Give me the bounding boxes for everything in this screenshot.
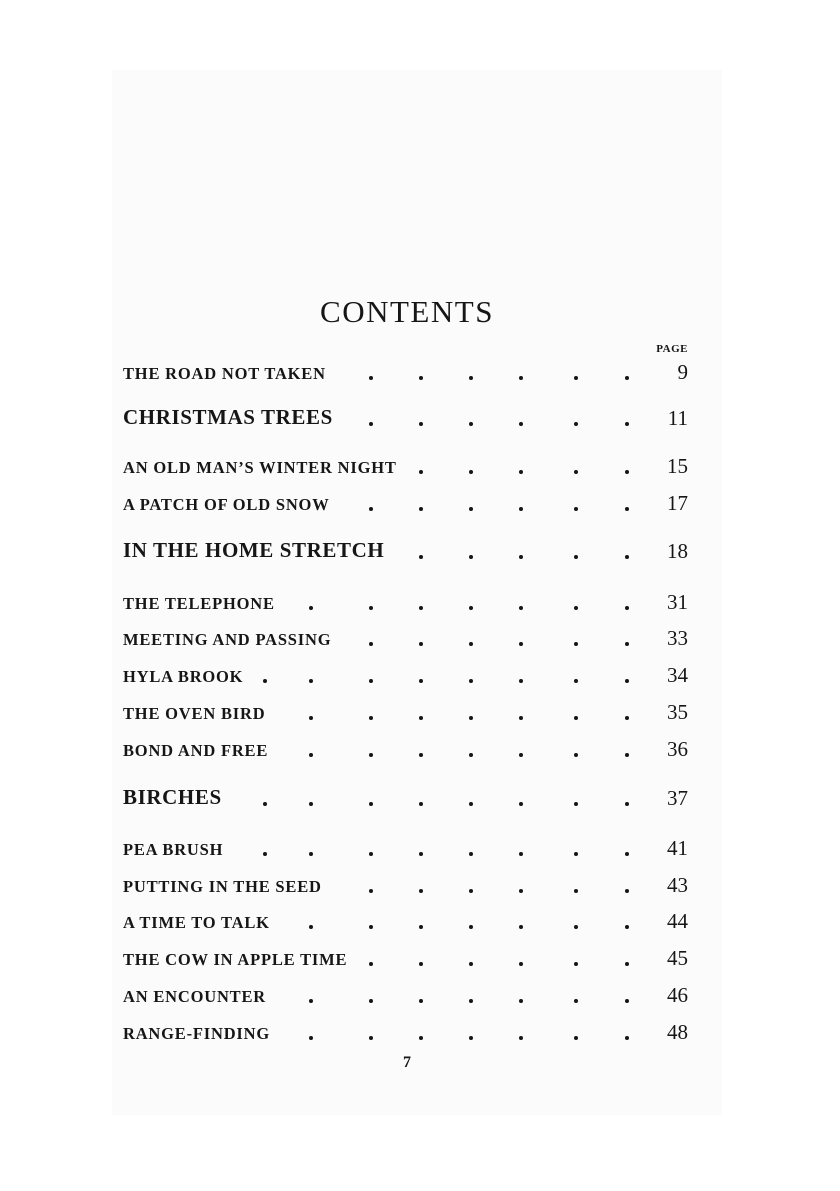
entry-page: 33 — [667, 626, 688, 650]
leader-dot — [309, 999, 313, 1003]
leader-dot — [369, 962, 373, 966]
leader-dot — [574, 802, 578, 806]
toc-entry — [123, 452, 688, 482]
toc-entry — [123, 784, 688, 814]
toc-entry — [123, 489, 688, 519]
leader-dot — [519, 422, 523, 426]
leader-dot — [574, 716, 578, 720]
leader-dot — [419, 642, 423, 646]
leader-dot — [574, 470, 578, 474]
leader-dot — [625, 716, 629, 720]
leader-dot — [625, 802, 629, 806]
leader-dot — [469, 999, 473, 1003]
leader-dot — [469, 852, 473, 856]
leader-dot — [574, 962, 578, 966]
toc-entry — [123, 404, 688, 434]
entry-page: 34 — [667, 663, 688, 687]
leader-dot — [369, 802, 373, 806]
leader-dot — [574, 889, 578, 893]
entry-title: BIRCHES — [123, 785, 222, 809]
leader-dot — [574, 555, 578, 559]
entry-title: CHRISTMAS TREES — [123, 405, 333, 429]
leader-dot — [469, 642, 473, 646]
leader-dot — [419, 376, 423, 380]
page-title: CONTENTS — [320, 294, 494, 329]
leader-dot — [263, 802, 267, 806]
leader-dot — [574, 925, 578, 929]
page-column-header: PAGE — [656, 343, 688, 355]
entry-page: 46 — [667, 983, 688, 1007]
leader-dot — [469, 679, 473, 683]
entry-title: THE OVEN BIRD — [123, 704, 266, 723]
leader-dot — [519, 852, 523, 856]
leader-dot — [263, 679, 267, 683]
leader-dot — [519, 507, 523, 511]
entry-page: 11 — [667, 406, 688, 430]
leader-dot — [625, 962, 629, 966]
leader-dot — [625, 852, 629, 856]
leader-dot — [625, 889, 629, 893]
entry-title: PEA BRUSH — [123, 840, 224, 859]
leader-dot — [263, 852, 267, 856]
leader-dot — [574, 507, 578, 511]
leader-dot — [625, 470, 629, 474]
entry-page: 31 — [667, 590, 688, 614]
leader-dot — [625, 925, 629, 929]
leader-dot — [369, 716, 373, 720]
entry-title: A PATCH OF OLD SNOW — [123, 495, 330, 514]
leader-dot — [419, 802, 423, 806]
leader-dot — [419, 925, 423, 929]
entry-title: AN OLD MAN’S WINTER NIGHT — [123, 458, 397, 477]
leader-dot — [369, 376, 373, 380]
leader-dot — [519, 889, 523, 893]
entry-title: AN ENCOUNTER — [123, 987, 266, 1006]
leader-dot — [519, 1036, 523, 1040]
leader-dot — [419, 679, 423, 683]
leader-dot — [309, 679, 313, 683]
toc-entry — [123, 944, 688, 974]
leader-dot — [419, 889, 423, 893]
leader-dot — [574, 1036, 578, 1040]
toc-entry — [123, 735, 688, 765]
toc-entry — [123, 358, 688, 388]
entry-page: 35 — [667, 700, 688, 724]
leader-dot — [419, 470, 423, 474]
toc-entry — [123, 661, 688, 691]
toc-entry — [123, 624, 688, 654]
entry-page: 37 — [667, 786, 688, 810]
leader-dot — [625, 376, 629, 380]
leader-dot — [419, 555, 423, 559]
toc-entry — [123, 981, 688, 1011]
leader-dot — [309, 925, 313, 929]
entry-page: 17 — [667, 491, 688, 515]
leader-dot — [625, 507, 629, 511]
leader-dot — [469, 470, 473, 474]
leader-dot — [369, 606, 373, 610]
toc-entry — [123, 1018, 688, 1048]
leader-dot — [519, 999, 523, 1003]
leader-dot — [519, 962, 523, 966]
leader-dot — [574, 679, 578, 683]
toc-entry — [123, 698, 688, 728]
leader-dot — [469, 716, 473, 720]
entry-title: IN THE HOME STRETCH — [123, 538, 385, 562]
entry-page: 41 — [667, 836, 688, 860]
toc-entry — [123, 588, 688, 618]
entry-page: 36 — [667, 737, 688, 761]
entry-page: 43 — [667, 873, 688, 897]
leader-dot — [574, 422, 578, 426]
leader-dot — [519, 606, 523, 610]
toc-entry — [123, 834, 688, 864]
leader-dot — [519, 642, 523, 646]
leader-dot — [469, 962, 473, 966]
entry-title: THE TELEPHONE — [123, 594, 275, 613]
leader-dot — [419, 716, 423, 720]
leader-dot — [469, 606, 473, 610]
leader-dot — [469, 555, 473, 559]
leader-dot — [369, 507, 373, 511]
entry-page: 48 — [667, 1020, 688, 1044]
leader-dot — [469, 753, 473, 757]
leader-dot — [574, 999, 578, 1003]
leader-dot — [309, 753, 313, 757]
leader-dot — [574, 376, 578, 380]
leader-dot — [369, 999, 373, 1003]
leader-dot — [369, 889, 373, 893]
leader-dot — [369, 852, 373, 856]
leader-dot — [369, 422, 373, 426]
leader-dot — [574, 606, 578, 610]
leader-dot — [519, 679, 523, 683]
leader-dot — [574, 642, 578, 646]
leader-dot — [469, 422, 473, 426]
entry-title: PUTTING IN THE SEED — [123, 877, 322, 896]
leader-dot — [625, 999, 629, 1003]
entry-page: 18 — [667, 539, 688, 563]
page-number: 7 — [403, 1054, 411, 1071]
leader-dot — [469, 1036, 473, 1040]
toc-entry — [123, 537, 688, 567]
entry-title: HYLA BROOK — [123, 667, 244, 686]
leader-dot — [309, 852, 313, 856]
leader-dot — [419, 852, 423, 856]
leader-dot — [369, 642, 373, 646]
leader-dot — [469, 925, 473, 929]
leader-dot — [309, 1036, 313, 1040]
entry-title: THE ROAD NOT TAKEN — [123, 364, 326, 383]
leader-dot — [625, 642, 629, 646]
leader-dot — [369, 925, 373, 929]
leader-dot — [625, 679, 629, 683]
leader-dot — [419, 962, 423, 966]
leader-dot — [625, 753, 629, 757]
leader-dot — [519, 716, 523, 720]
entry-title: A TIME TO TALK — [123, 913, 270, 932]
leader-dot — [469, 507, 473, 511]
leader-dot — [519, 802, 523, 806]
leader-dot — [469, 889, 473, 893]
leader-dot — [469, 376, 473, 380]
leader-dot — [309, 606, 313, 610]
leader-dot — [519, 925, 523, 929]
leader-dot — [309, 802, 313, 806]
leader-dot — [519, 753, 523, 757]
entry-title: RANGE-FINDING — [123, 1024, 270, 1043]
leader-dot — [419, 1036, 423, 1040]
entry-page: 45 — [667, 946, 688, 970]
leader-dot — [369, 679, 373, 683]
entry-page: 9 — [677, 360, 688, 384]
entry-page: 15 — [667, 454, 688, 478]
leader-dot — [419, 422, 423, 426]
leader-dot — [519, 376, 523, 380]
leader-dot — [419, 753, 423, 757]
leader-dot — [519, 555, 523, 559]
leader-dot — [574, 753, 578, 757]
leader-dot — [469, 802, 473, 806]
entry-title: BOND AND FREE — [123, 741, 269, 760]
leader-dot — [625, 606, 629, 610]
toc-entry — [123, 871, 688, 901]
entry-title: THE COW IN APPLE TIME — [123, 950, 348, 969]
leader-dot — [519, 470, 523, 474]
leader-dot — [369, 753, 373, 757]
leader-dot — [419, 507, 423, 511]
leader-dot — [369, 1036, 373, 1040]
leader-dot — [419, 606, 423, 610]
leader-dot — [419, 999, 423, 1003]
entry-page: 44 — [667, 909, 688, 933]
leader-dot — [625, 1036, 629, 1040]
leader-dot — [574, 852, 578, 856]
entry-title: MEETING AND PASSING — [123, 630, 332, 649]
toc-entry — [123, 907, 688, 937]
leader-dot — [625, 555, 629, 559]
leader-dot — [309, 716, 313, 720]
leader-dot — [625, 422, 629, 426]
